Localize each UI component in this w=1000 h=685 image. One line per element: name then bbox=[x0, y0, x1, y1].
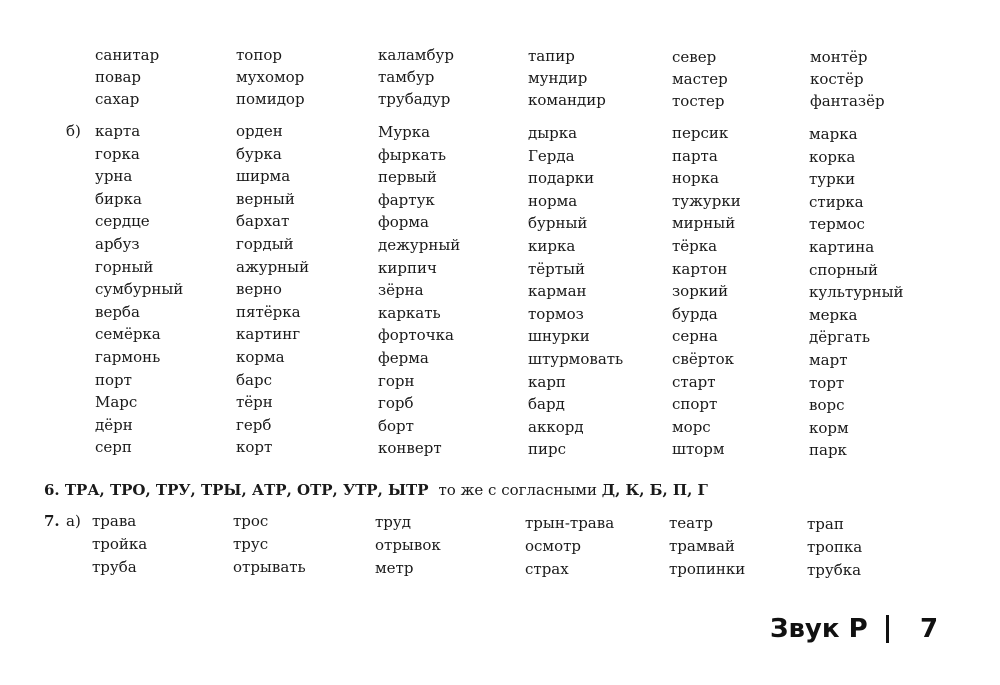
exercise-6-text: то же с согласными bbox=[438, 481, 597, 499]
word: страх bbox=[525, 560, 569, 578]
word: бард bbox=[528, 395, 565, 414]
word: турки bbox=[809, 170, 856, 189]
word: борт bbox=[378, 416, 414, 435]
word: шнурки bbox=[528, 327, 590, 346]
section-title: Звук Р bbox=[770, 614, 868, 644]
word: трамвай bbox=[669, 537, 735, 555]
word: барс bbox=[236, 370, 272, 389]
word: аккорд bbox=[528, 417, 584, 436]
word: ферма bbox=[378, 349, 429, 367]
word: гармонь bbox=[95, 348, 161, 366]
word: зоркий bbox=[672, 282, 729, 301]
word: Мурка bbox=[378, 123, 431, 141]
word: метр bbox=[375, 559, 414, 577]
word: труд bbox=[375, 513, 411, 531]
word: санитар bbox=[95, 46, 160, 64]
word: культурный bbox=[809, 283, 904, 302]
word: герб bbox=[236, 415, 272, 434]
word: штурмовать bbox=[528, 350, 624, 368]
word: старт bbox=[672, 372, 716, 391]
word: свёрток bbox=[672, 350, 735, 368]
word: монтёр bbox=[810, 48, 868, 66]
word: тёрка bbox=[672, 237, 718, 255]
word: ажурный bbox=[236, 257, 310, 276]
word: верный bbox=[236, 189, 295, 208]
word: каламбур bbox=[378, 46, 454, 64]
word: труба bbox=[92, 558, 137, 576]
page-number: 7 bbox=[920, 614, 939, 644]
word: корма bbox=[236, 348, 285, 366]
word: форма bbox=[378, 213, 429, 232]
exercise-6-heading: 6. ТРА, ТРО, ТРУ, ТРЫ, АТР, ОТР, УТР, ЫТР bbox=[44, 481, 429, 499]
word: парта bbox=[672, 146, 718, 165]
word: костёр bbox=[810, 70, 864, 88]
word: кирка bbox=[528, 237, 576, 255]
word: серп bbox=[95, 438, 132, 457]
word: пирс bbox=[528, 440, 566, 459]
footer-separator bbox=[886, 615, 889, 643]
word: карп bbox=[528, 372, 566, 391]
word: трап bbox=[807, 515, 844, 533]
word: фыркать bbox=[378, 145, 447, 164]
word: картинг bbox=[236, 325, 301, 344]
word: норма bbox=[528, 191, 578, 210]
word: марка bbox=[809, 125, 858, 143]
word: отрывок bbox=[375, 536, 441, 554]
word: семёрка bbox=[95, 325, 161, 344]
word: норка bbox=[672, 169, 719, 188]
word: кирпич bbox=[378, 258, 437, 277]
word: парк bbox=[809, 441, 847, 460]
word: бурда bbox=[672, 304, 718, 323]
word: горный bbox=[95, 257, 154, 276]
word: спорный bbox=[809, 260, 878, 279]
word: мерка bbox=[809, 305, 858, 324]
word: карта bbox=[95, 122, 141, 140]
word: помидор bbox=[236, 90, 305, 108]
word: каркать bbox=[378, 303, 441, 322]
word: сердце bbox=[95, 212, 150, 231]
word: ворс bbox=[809, 396, 845, 415]
word: корт bbox=[236, 438, 273, 457]
word: дёргать bbox=[809, 328, 870, 347]
word: гордый bbox=[236, 235, 294, 253]
word: подарки bbox=[528, 169, 595, 188]
word: бирка bbox=[95, 189, 142, 208]
word: север bbox=[672, 48, 717, 66]
word: верно bbox=[236, 280, 282, 299]
word: урна bbox=[95, 167, 133, 186]
word: мирный bbox=[672, 214, 736, 233]
word: серна bbox=[672, 327, 718, 346]
word: мундир bbox=[528, 69, 588, 87]
word: дырка bbox=[528, 124, 578, 142]
word: трубадур bbox=[378, 90, 451, 108]
word: тёрн bbox=[236, 393, 273, 412]
word: фартук bbox=[378, 190, 435, 209]
word: пятёрка bbox=[236, 302, 301, 321]
word: порт bbox=[95, 370, 132, 389]
word: март bbox=[809, 351, 848, 369]
exercise-6 bbox=[44, 480, 708, 500]
word: персик bbox=[672, 124, 729, 142]
word: тапир bbox=[528, 47, 575, 65]
word: тропинки bbox=[669, 560, 746, 578]
exercise-6-consonants: Д, К, Б, П, Г bbox=[601, 481, 708, 499]
word: термос bbox=[809, 215, 865, 234]
word: повар bbox=[95, 68, 142, 86]
word: трубка bbox=[807, 561, 862, 579]
word: бурка bbox=[236, 144, 282, 163]
word: тужурки bbox=[672, 191, 741, 210]
word: тостер bbox=[672, 92, 725, 110]
word: тройка bbox=[92, 535, 148, 553]
word: театр bbox=[669, 514, 714, 532]
exercise-7-label: а) bbox=[66, 512, 81, 530]
word: дежурный bbox=[378, 236, 461, 254]
word: орден bbox=[236, 122, 283, 140]
word: конверт bbox=[378, 439, 442, 458]
word: спорт bbox=[672, 395, 718, 414]
word: тропка bbox=[807, 538, 863, 556]
word: картон bbox=[672, 259, 728, 278]
word: тамбур bbox=[378, 68, 435, 86]
exercise-7-number: 7. bbox=[44, 512, 60, 530]
word: стирка bbox=[809, 192, 864, 211]
word: арбуз bbox=[95, 235, 140, 253]
word: бурный bbox=[528, 214, 588, 233]
word: форточка bbox=[378, 326, 454, 345]
word: картина bbox=[809, 238, 875, 256]
word: тёртый bbox=[528, 259, 586, 278]
word: отрывать bbox=[233, 558, 306, 576]
word: фантазёр bbox=[810, 92, 885, 110]
word: морс bbox=[672, 417, 711, 436]
word: трос bbox=[233, 512, 269, 530]
word: мухомор bbox=[236, 68, 305, 86]
word: карман bbox=[528, 282, 587, 301]
word: осмотр bbox=[525, 537, 582, 555]
word: ширма bbox=[236, 167, 291, 186]
word: зёрна bbox=[378, 281, 424, 300]
word: трын-трава bbox=[525, 514, 615, 532]
word: горн bbox=[378, 371, 415, 390]
word: первый bbox=[378, 168, 437, 187]
word: мастер bbox=[672, 70, 728, 88]
word: торт bbox=[809, 373, 845, 392]
word: сумбурный bbox=[95, 280, 184, 299]
word: дёрн bbox=[95, 415, 133, 434]
word: Марс bbox=[95, 393, 138, 412]
word: топор bbox=[236, 46, 282, 64]
word: верба bbox=[95, 302, 140, 321]
word: бархат bbox=[236, 212, 290, 231]
word: Герда bbox=[528, 146, 575, 165]
word: корм bbox=[809, 418, 849, 437]
word: сахар bbox=[95, 90, 140, 108]
section-b-label: б) bbox=[66, 122, 81, 140]
word: корка bbox=[809, 147, 856, 166]
word: тормоз bbox=[528, 304, 584, 323]
word: шторм bbox=[672, 440, 725, 459]
word: трава bbox=[92, 512, 137, 530]
word: трус bbox=[233, 535, 269, 553]
word: горб bbox=[378, 394, 414, 413]
word: командир bbox=[528, 91, 606, 109]
word: горка bbox=[95, 144, 140, 163]
